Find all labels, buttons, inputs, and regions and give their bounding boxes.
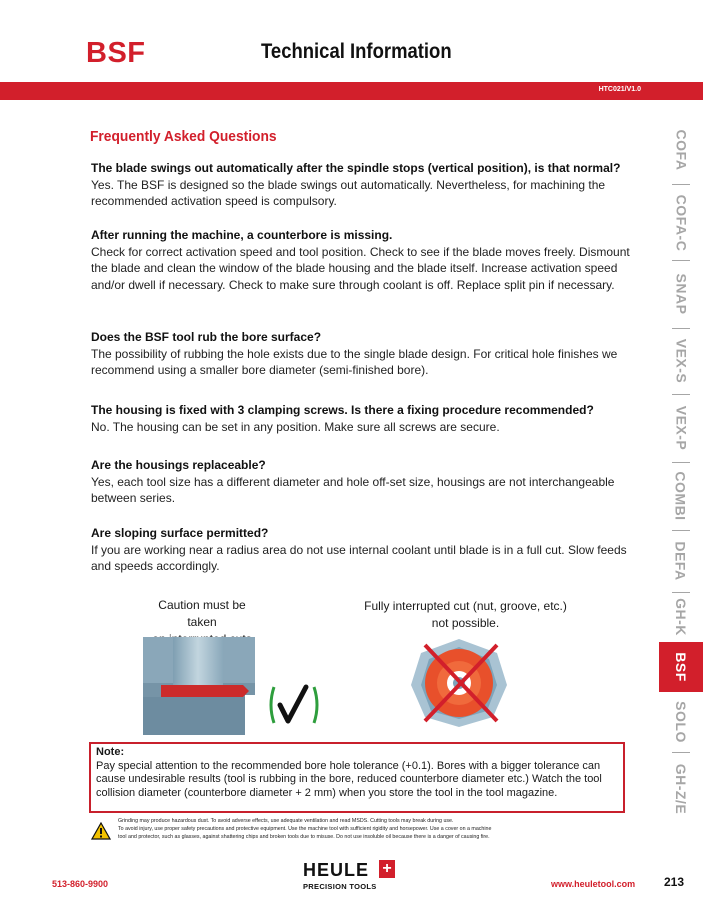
faq-item (91, 402, 631, 435)
sidebar-tab-gh-k[interactable]: GH-K (673, 598, 689, 636)
sidebar-tab-gh-z-e[interactable]: GH-Z/E (673, 763, 690, 815)
faq-item (91, 160, 631, 210)
checkmark-icon (266, 683, 322, 727)
prohibited-cut-illustration (409, 635, 509, 729)
faq-question: The housing is fixed with 3 clamping screws. Is there a fixing procedure recommended? (91, 403, 594, 417)
header-bar (0, 82, 703, 100)
sidebar-tab-bsf[interactable]: BSF (659, 642, 703, 692)
faq-heading: Frequently Asked Questions (90, 128, 277, 145)
faq-item (91, 329, 631, 379)
faq-item (91, 227, 631, 293)
warning-icon (91, 822, 111, 840)
sidebar-tab-vex-s[interactable]: VEX-S (673, 338, 690, 384)
sidebar-tab-combi[interactable]: COMBI (673, 471, 690, 521)
sidebar-separator (672, 530, 690, 531)
interrupted-cut-illustration (143, 637, 255, 735)
sidebar-tab-defa[interactable]: DEFA (673, 541, 689, 581)
page-title: Technical Information (261, 40, 452, 63)
faq-answer: No. The housing can be set in any position. Make sure all screws are secure. (91, 419, 500, 434)
note-text: Pay special attention to the recommended bore hole tolerance (+0.1). Bores with a bigger tolerance can cause undesirable results (tool is rubbing in the bore, reduced counterbore diameter etc.) Watch the tool collision diameter (counterbore diameter + 2 mm) when you store the tool in the tool magazine. (96, 759, 602, 799)
faq-answer: The possibility of rubbing the hole exists due to the single blade design. For critical hole finishes we recommend using a smaller bore diameter (semi-finished bore). (91, 346, 618, 377)
sidebar-separator (672, 184, 690, 185)
sidebar-separator (672, 462, 690, 463)
sidebar-separator (672, 592, 690, 593)
page-number: 213 (664, 875, 685, 889)
note-label: Note: (96, 746, 125, 758)
interrupted-cut-caption: Fully interrupted cut (nut, groove, etc.) not possible. (364, 599, 567, 630)
footer-website-link[interactable]: www.heuletool.com (551, 879, 636, 889)
brand-logo: BSF (86, 37, 146, 69)
faq-question: Are the housings replaceable? (91, 458, 266, 472)
footer-phone: 513-860-9900 (52, 879, 109, 889)
faq-answer: Check for correct activation speed and tool position. Check to see if the blade moves freely. Dismount the blade and clean the window of the blade housing and the blade itself. Increase activation speed and/or dwell if necessary. Check to make sure through coolant is off. Replace split pin if necessary. (91, 244, 630, 292)
sidebar-tab-cofa-c[interactable]: COFA-C (673, 194, 690, 252)
faq-question: Are sloping surface permitted? (91, 526, 269, 540)
sidebar-separator (672, 752, 690, 753)
faq-question: The blade swings out automatically after the spindle stops (vertical position), is that normal? (91, 161, 621, 175)
heule-logo: HEULE + PRECISION TOOLS (303, 860, 395, 891)
sidebar-tab-solo[interactable]: SOLO (672, 701, 689, 743)
sidebar-separator (672, 328, 690, 329)
logo-plus-icon: + (379, 860, 395, 878)
sidebar-tab-snap[interactable]: SNAP (673, 273, 689, 315)
sidebar-tab-cofa[interactable]: COFA (672, 129, 689, 171)
faq-answer: If you are working near a radius area do not use internal coolant until blade is in a full cut. Slow feeds and speeds accordingly. (91, 542, 627, 573)
sidebar-separator (672, 394, 690, 395)
faq-item (91, 457, 631, 507)
note-box (89, 742, 625, 813)
document-code: HTC021/V1.0 (598, 86, 641, 93)
caution-caption: Caution must be taken (158, 598, 246, 629)
product-sidebar (659, 118, 703, 838)
sidebar-separator (672, 260, 690, 261)
faq-answer: Yes. The BSF is designed so the blade swings out automatically. Nevertheless, for machining the recommended activation speed is compulsory. (91, 177, 606, 208)
faq-item (91, 525, 631, 575)
sidebar-tab-vex-p[interactable]: VEX-P (673, 405, 690, 451)
faq-question: Does the BSF tool rub the bore surface? (91, 330, 322, 344)
faq-question: After running the machine, a counterbore is missing. (91, 228, 393, 242)
safety-warning: Grinding may produce hazardous dust. To avoid adverse effects, use adequate ventilation and read MSDS. Cutting tools may break during use. To avoid injury, use proper safety precautions and protective equipment. Use the machine tool with sufficient rigidity and horsepower. Use a cover on a machine tool and protector, such as glasses, against shattering chips and broken tools due to misuse. Do not use insoluble oil because there is a danger of causing fire. (118, 818, 492, 840)
faq-answer: Yes, each tool size has a different diameter and hole off-set size, housings are not interchangeable between series. (91, 474, 615, 505)
